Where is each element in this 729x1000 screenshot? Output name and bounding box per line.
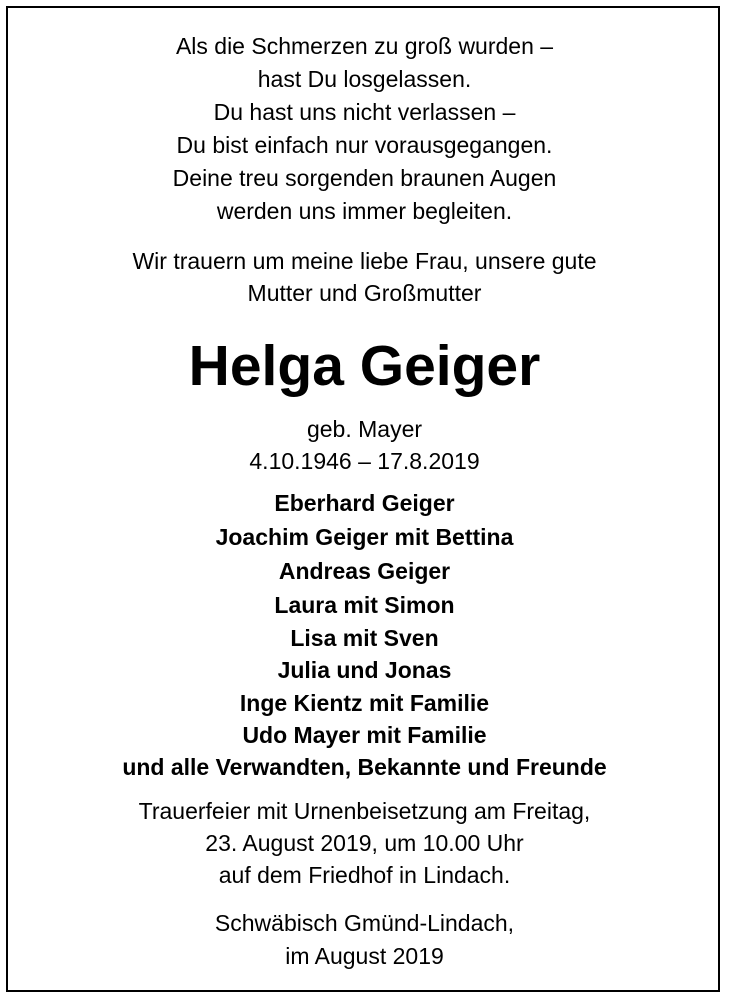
mourner-line: Julia und Jonas: [277, 657, 452, 683]
deceased-name: Helga Geiger: [188, 334, 541, 398]
mourner-line: Joachim Geiger mit Bettina: [215, 524, 514, 550]
poem-line: Du bist einfach nur vorausgegangen.: [176, 132, 553, 158]
life-dates: 4.10.1946 – 17.8.2019: [249, 448, 480, 474]
intro-line: Wir trauern um meine liebe Frau, unsere gute: [132, 248, 597, 274]
mourner-line: Inge Kientz mit Familie: [239, 690, 490, 716]
service-line: 23. August 2019, um 10.00 Uhr: [205, 830, 524, 856]
intro-line: Mutter und Großmutter: [247, 280, 482, 306]
poem-line: hast Du losgelassen.: [257, 66, 472, 92]
poem-line: werden uns immer begleiten.: [216, 198, 513, 224]
date-line: im August 2019: [285, 943, 444, 969]
mourner-line: und alle Verwandten, Bekannte und Freunde: [122, 754, 607, 780]
poem-line: Deine treu sorgenden braunen Augen: [172, 165, 557, 191]
place-line: Schwäbisch Gmünd-Lindach,: [214, 910, 515, 936]
poem-line: Du hast uns nicht verlassen –: [213, 99, 516, 125]
mourner-line: Eberhard Geiger: [274, 490, 455, 516]
mourner-line: Andreas Geiger: [278, 558, 451, 584]
service-line: Trauerfeier mit Urnenbeisetzung am Freitag,: [138, 798, 591, 824]
service-line: auf dem Friedhof in Lindach.: [218, 862, 511, 888]
mourner-line: Udo Mayer mit Familie: [242, 722, 487, 748]
mourner-line: Lisa mit Sven: [290, 625, 439, 651]
mourner-line: Laura mit Simon: [274, 592, 455, 618]
birth-name: geb. Mayer: [306, 416, 423, 442]
poem-line: Als die Schmerzen zu groß wurden –: [175, 33, 554, 59]
